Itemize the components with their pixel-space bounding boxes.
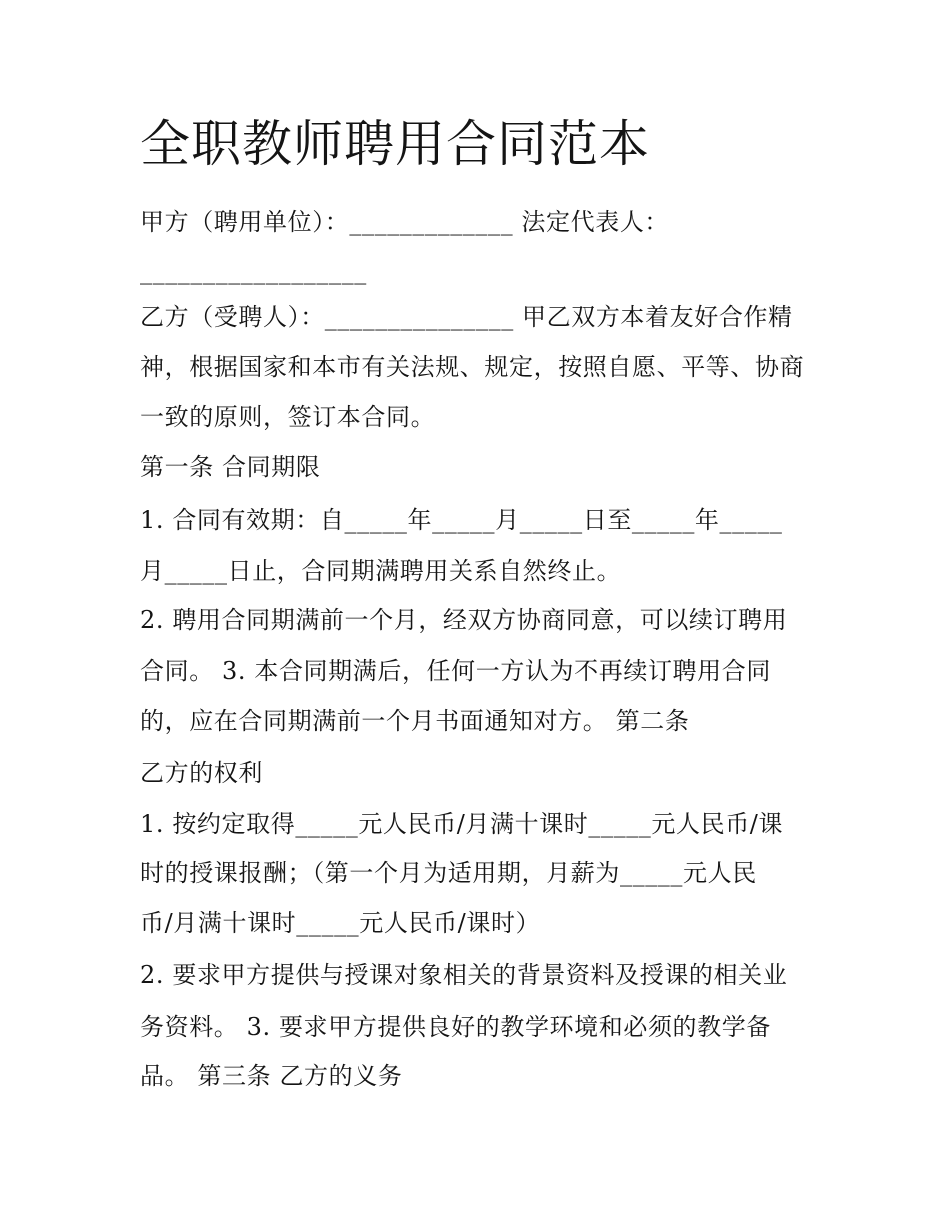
article-2-item-1-line-2: 时的授课报酬；（第一个月为适用期，月薪为_____元人民 bbox=[140, 859, 757, 887]
legal-rep-blank-line: __________________ bbox=[140, 257, 367, 285]
article-1-item-3-line: 的，应在合同期满前一个月书面通知对方。 第二条 bbox=[140, 707, 690, 735]
article-1-heading: 第一条 合同期限 bbox=[140, 453, 321, 481]
party-b-line: 乙方（受聘人）：_______________ 甲乙双方本着友好合作精 bbox=[140, 303, 793, 331]
article-1-item-2-line-1: 2. 聘用合同期满前一个月，经双方协商同意，可以续订聘用 bbox=[140, 606, 788, 634]
article-2-item-2-line-1: 2. 要求甲方提供与授课对象相关的背景资料及授课的相关业 bbox=[140, 961, 788, 989]
article-2-item-2-line-2: 务资料。 3. 要求甲方提供良好的教学环境和必须的教学备 bbox=[140, 1013, 771, 1041]
party-a-line: 甲方（聘用单位）：_____________ 法定代表人： bbox=[140, 208, 670, 236]
article-1-item-1-line-1: 1. 合同有效期：自_____年_____月_____日至_____年_____ bbox=[140, 506, 783, 534]
article-2-item-1-line-1: 1. 按约定取得_____元人民币/月满十课时_____元人民币/课 bbox=[140, 810, 784, 838]
article-3-heading-line: 品。 第三条 乙方的义务 bbox=[140, 1062, 403, 1090]
article-1-item-2-line-2: 合同。 3. 本合同期满后，任何一方认为不再续订聘用合同 bbox=[140, 657, 771, 685]
preamble-line-2: 神，根据国家和本市有关法规、规定，按照自愿、平等、协商 bbox=[140, 353, 805, 381]
article-1-item-1-line-2: 月_____日止，合同期满聘用关系自然终止。 bbox=[140, 557, 622, 585]
preamble-line-3: 一致的原则，签订本合同。 bbox=[140, 403, 436, 431]
document-title: 全职教师聘用合同范本 bbox=[140, 115, 650, 173]
article-2-item-1-line-3: 币/月满十课时_____元人民币/课时） bbox=[140, 909, 541, 937]
article-2-heading: 乙方的权利 bbox=[140, 759, 263, 787]
